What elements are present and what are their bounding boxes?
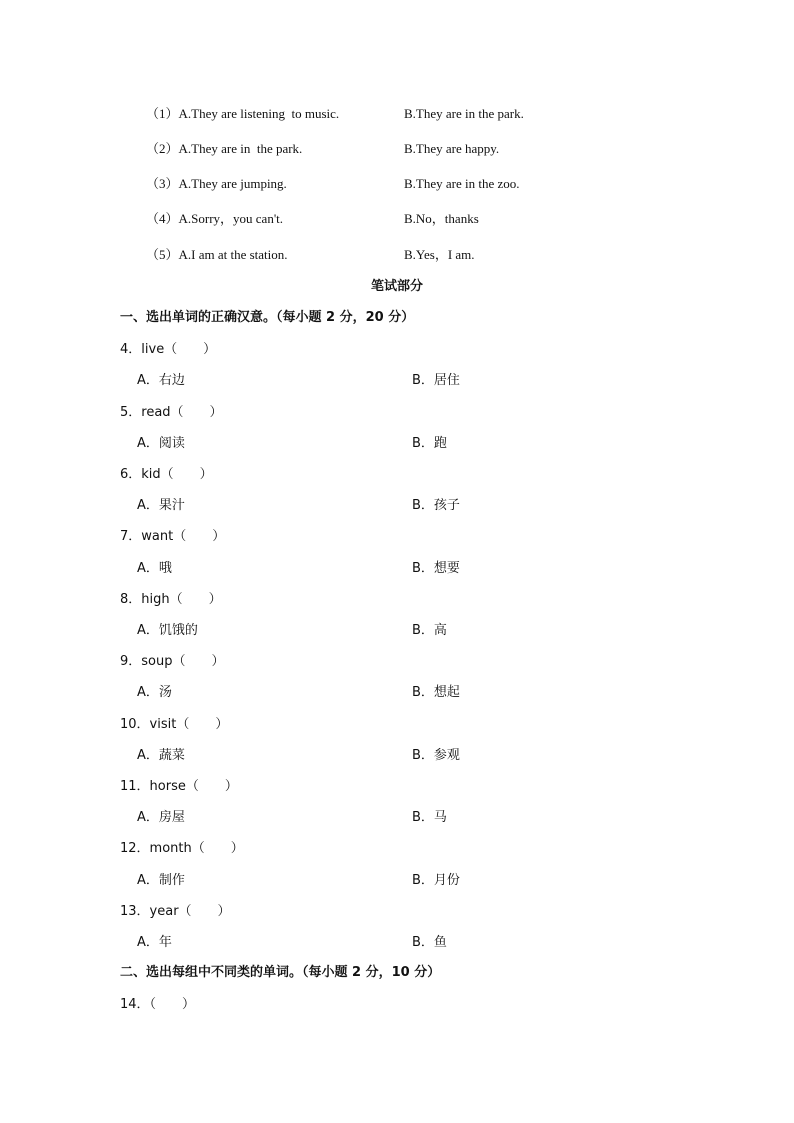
listening-option-a: （2）A.They are in the park. [146, 141, 303, 156]
listening-option-a: （4）A.Sorry，you can't. [146, 211, 284, 226]
question-stem: 13．year（ ） [120, 904, 231, 919]
option-a: A．年 [137, 935, 172, 950]
option-b: B．想起 [412, 685, 460, 700]
question-stem: 12．month（ ） [120, 841, 244, 856]
option-b: B．想要 [412, 561, 460, 576]
listening-option-a: （5）A.I am at the station. [146, 247, 288, 262]
question-stem: 11．horse（ ） [120, 779, 238, 794]
option-a: A．蔬菜 [137, 748, 185, 763]
listening-option-a: （1）A.They are listening to music. [146, 106, 340, 121]
listening-option-b: B.Yes，I am. [404, 247, 475, 262]
question-stem: 14．（ ） [120, 997, 196, 1012]
question-stem: 10．visit（ ） [120, 717, 229, 732]
listening-option-b: B.They are in the zoo. [404, 176, 520, 191]
question-stem: 5．read（ ） [120, 405, 223, 420]
option-a: A．饥饿的 [137, 623, 198, 638]
option-a: A．果汁 [137, 498, 185, 513]
option-b: B．跑 [412, 436, 447, 451]
option-a: A．制作 [137, 873, 185, 888]
option-a: A．哦 [137, 561, 172, 576]
option-a: A．右边 [137, 373, 185, 388]
part2-heading: 二、选出每组中不同类的单词。（每小题 2 分，10 分） [120, 965, 441, 980]
question-stem: 9．soup（ ） [120, 654, 225, 669]
option-a: A．阅读 [137, 436, 185, 451]
listening-option-b: B.They are in the park. [404, 106, 524, 121]
option-b: B．居住 [412, 373, 460, 388]
option-b: B．参观 [412, 748, 460, 763]
question-stem: 4．live（ ） [120, 342, 217, 357]
question-stem: 7．want（ ） [120, 529, 226, 544]
option-b: B．马 [412, 810, 447, 825]
option-a: A．房屋 [137, 810, 185, 825]
option-b: B．鱼 [412, 935, 447, 950]
part1-heading: 一、选出单词的正确汉意。（每小题 2 分，20 分） [120, 310, 415, 325]
question-stem: 6．kid（ ） [120, 467, 213, 482]
option-b: B．月份 [412, 873, 460, 888]
section-title: 笔试部分 [370, 279, 423, 294]
option-b: B．高 [412, 623, 447, 638]
option-b: B．孩子 [412, 498, 460, 513]
question-stem: 8．high（ ） [120, 592, 222, 607]
listening-option-b: B.No，thanks [404, 211, 479, 226]
listening-option-a: （3）A.They are jumping. [146, 176, 287, 191]
option-a: A．汤 [137, 685, 172, 700]
listening-option-b: B.They are happy. [404, 141, 500, 156]
